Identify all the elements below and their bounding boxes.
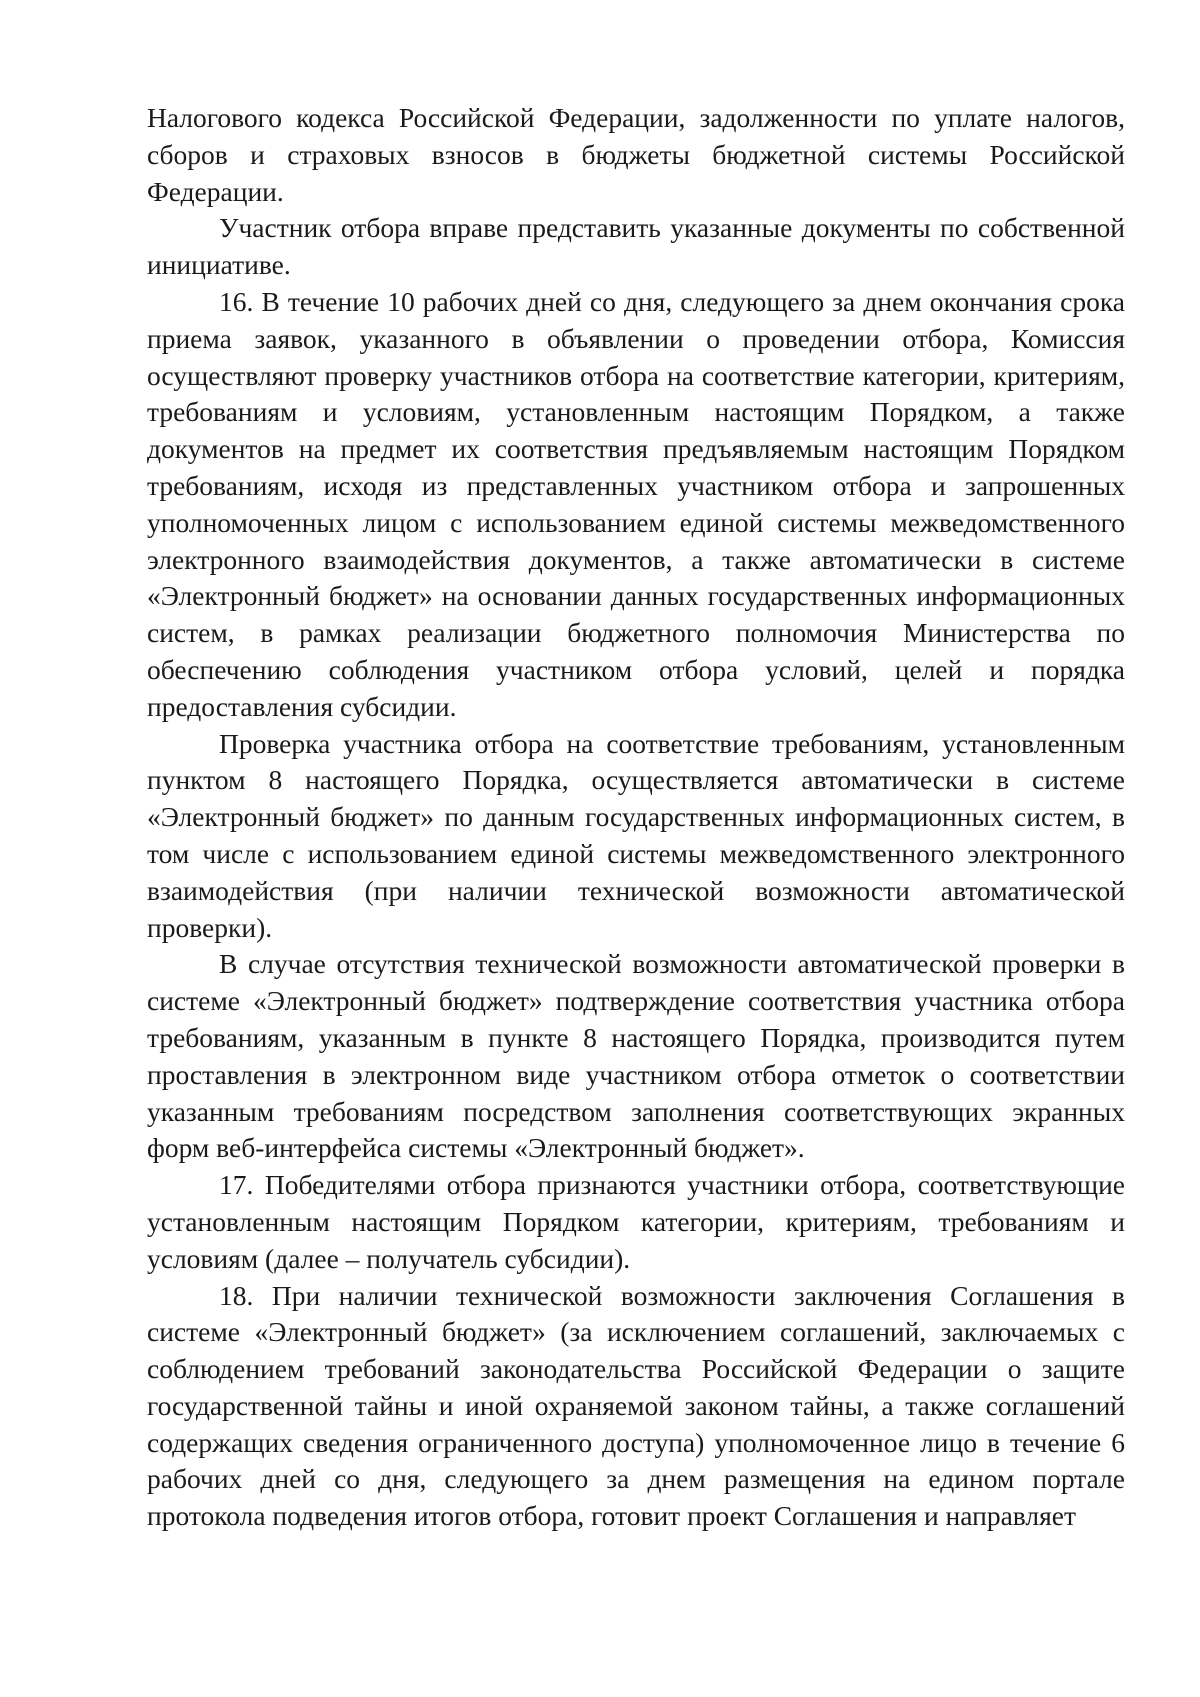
- paragraph-clause-17: 17. Победителями отбора признаются участники отбора, соответствующие установленным настоящим Порядком категории, критериям, требованиям и условиям (далее – получатель субсидии).: [147, 1169, 1125, 1274]
- paragraph-clause-18: 18. При наличии технической возможности заключения Соглашения в системе «Электронный бюджет» (за исключением соглашений, заключаемых с соблюдением требований законодательства Российской Федерации о защите государственной тайны и иной охраняемой законом тайны, а также соглашений содержащих сведения ограниченного доступа) уполномоченное лицо в течение 6 рабочих дней со дня, следующего за днем размещения на едином портале протокола подведения итогов отбора, готовит проект Соглашения и направляет: [147, 1279, 1125, 1532]
- paragraph-tax-code-continuation: Налогового кодекса Российской Федерации, задолженности по уплате налогов, сборов и страховых взносов в бюджеты бюджетной системы Российской Федерации.: [147, 102, 1125, 207]
- document-body: [147, 100, 1125, 1535]
- paragraph-manual-confirmation: В случае отсутствия технической возможности автоматической проверки в системе «Электронный бюджет» подтверждение соответствия участника отбора требованиям, указанным в пункте 8 настоящего Порядка, производится путем проставления в электронном виде участником отбора отметок о соответствии указанным требованиям посредством заполнения соответствующих экранных форм веб-интерфейса системы «Электронный бюджет».: [147, 948, 1125, 1164]
- paragraph-own-initiative: Участник отбора вправе представить указанные документы по собственной инициативе.: [147, 212, 1125, 281]
- paragraph-clause-16: 16. В течение 10 рабочих дней со дня, следующего за днем окончания срока приема заявок, указанного в объявлении о проведении отбора, Комиссия осуществляют проверку участников отбора на соответствие категории, критериям, требованиям и условиям, установленным настоящим Порядком, а также документов на предмет их соответствия предъявляемым настоящим Порядком требованиям, исходя из представленных участником отбора и запрошенных уполномоченных лицом с использованием единой системы межведомственного электронного взаимодействия документов, а также автоматически в системе «Электронный бюджет» на основании данных государственных информационных систем, в рамках реализации бюджетного полномочия Министерства по обеспечению соблюдения участником отбора условий, целей и порядка предоставления субсидии.: [147, 285, 1125, 722]
- paragraph-automatic-check: Проверка участника отбора на соответствие требованиям, установленным пунктом 8 настоящего Порядка, осуществляется автоматически в системе «Электронный бюджет» по данным государственных информационных систем, в том числе с использованием единой системы межведомственного электронного взаимодействия (при наличии технической возможности автоматической проверки).: [147, 727, 1125, 943]
